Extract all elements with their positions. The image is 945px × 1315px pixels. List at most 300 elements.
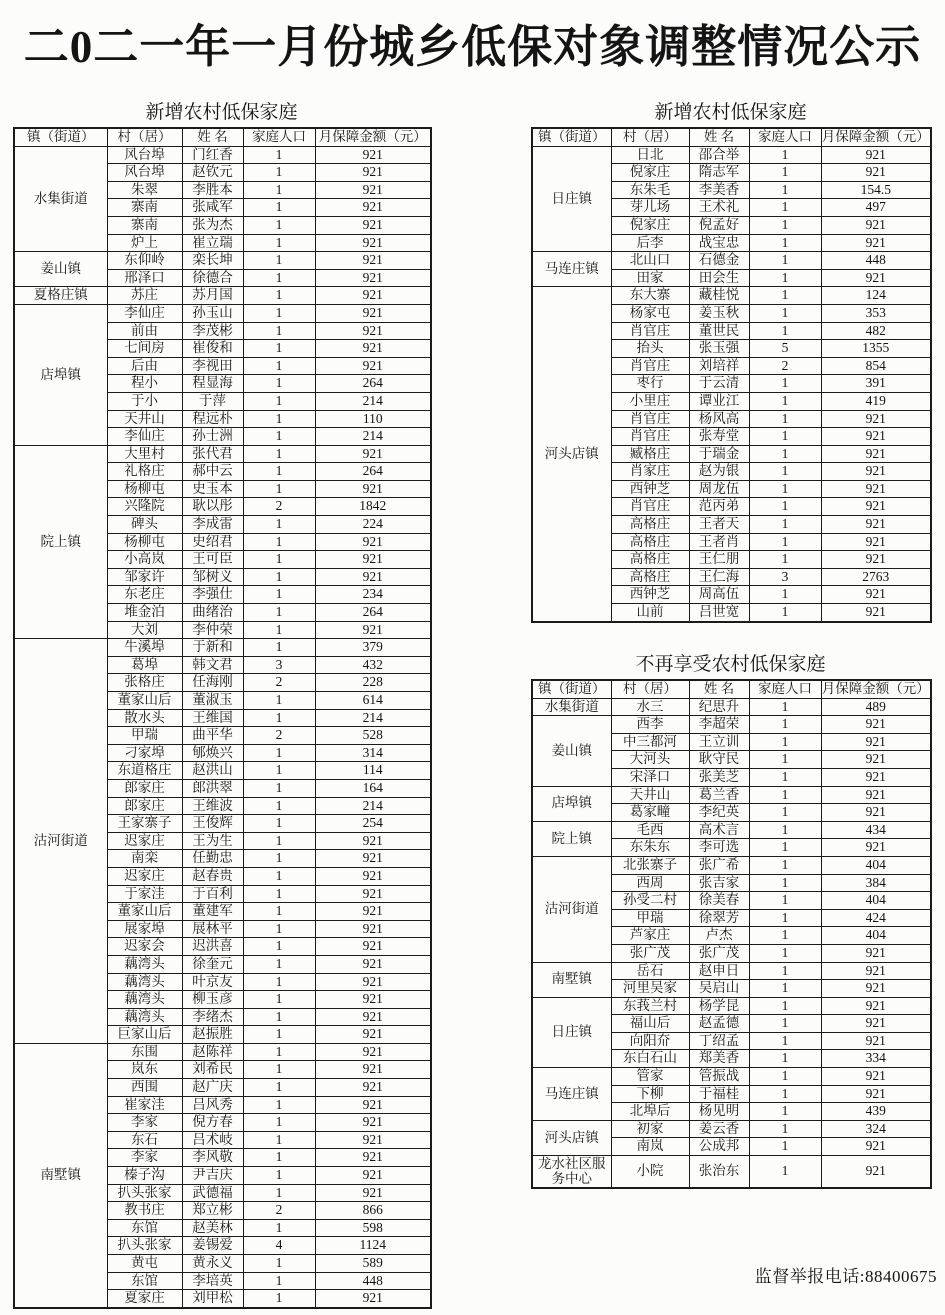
table-row [532,716,931,734]
village-cell: 李仙庄 [107,304,182,322]
name-cell: 刘甲松 [182,1290,243,1308]
amount-cell: 921 [315,1114,431,1132]
amount-cell: 404 [821,856,931,874]
village-cell: 河里吴家 [611,980,689,998]
table-title: 不再享受农村低保家庭 [635,654,826,675]
village-cell: 夏家庄 [107,1290,182,1308]
village-cell: 倪家庄 [611,164,689,182]
village-cell: 高格庄 [611,533,689,551]
household-size-cell: 1 [243,304,315,322]
village-cell: 寨南 [107,199,182,217]
name-cell: 赵振胜 [182,1026,243,1044]
amount-cell: 921 [821,944,931,962]
name-cell: 张广希 [689,856,749,874]
name-cell: 李茂彬 [182,322,243,340]
name-cell: 赵美林 [182,1219,243,1237]
amount-cell: 1355 [821,340,931,358]
household-size-cell: 1 [749,944,821,962]
amount-cell: 921 [821,1156,931,1189]
household-size-cell: 1 [749,1032,821,1050]
village-cell: 教书庄 [107,1202,182,1220]
table-row [14,252,431,270]
amount-cell: 921 [315,938,431,956]
village-cell: 东老庄 [107,586,182,604]
village-cell: 甲瑞 [611,909,689,927]
amount-cell: 424 [821,909,931,927]
column-header: 月保障金额（元） [315,128,431,146]
name-cell: 王立训 [689,733,749,751]
name-cell: 李美香 [689,181,749,199]
table-row [14,146,431,164]
name-cell: 赵孟德 [689,1015,749,1033]
table-host [13,127,430,1309]
village-cell: 倪家庄 [611,216,689,234]
amount-cell: 921 [821,962,931,980]
amount-cell: 114 [315,762,431,780]
household-size-cell: 1 [243,762,315,780]
amount-cell: 921 [821,586,931,604]
household-size-cell: 1 [243,797,315,815]
household-size-cell: 1 [749,909,821,927]
household-size-cell: 1 [749,234,821,252]
name-cell: 李强仕 [182,586,243,604]
household-size-cell: 1 [749,322,821,340]
village-cell: 扒头张家 [107,1237,182,1255]
village-cell: 张广茂 [611,944,689,962]
village-cell: 藕湾头 [107,973,182,991]
name-cell: 王俊辉 [182,815,243,833]
column-header: 姓 名 [689,128,749,146]
household-size-cell: 1 [749,804,821,822]
name-cell: 耿守民 [689,751,749,769]
amount-cell: 921 [315,304,431,322]
amount-cell: 921 [821,733,931,751]
village-cell: 展家埠 [107,920,182,938]
column-header: 村（居） [611,128,689,146]
name-cell: 李成雷 [182,516,243,534]
name-cell: 崔立瑞 [182,234,243,252]
amount-cell: 921 [821,146,931,164]
household-size-cell: 1 [243,604,315,622]
table-title: 新增农村低保家庭 [654,102,807,123]
name-cell: 王仁朋 [689,551,749,569]
village-cell: 董家山后 [107,903,182,921]
village-cell: 黄屯 [107,1255,182,1273]
column-header: 家庭人口 [749,128,821,146]
amount-cell: 921 [821,428,931,446]
village-cell: 高格庄 [611,551,689,569]
household-size-cell: 1 [749,551,821,569]
name-cell: 吴启山 [689,980,749,998]
name-cell: 刘培祥 [689,357,749,375]
amount-cell: 921 [315,920,431,938]
column-header: 镇（街道） [14,128,107,146]
amount-cell: 921 [315,1043,431,1061]
column-header: 月保障金额（元） [821,680,931,698]
amount-cell: 1124 [315,1237,431,1255]
village-cell: 日北 [611,146,689,164]
household-size-cell: 1 [749,980,821,998]
household-size-cell: 1 [243,850,315,868]
village-cell: 程小 [107,375,182,393]
village-cell: 西围 [107,1079,182,1097]
amount-cell: 921 [821,445,931,463]
household-size-cell: 1 [243,1290,315,1308]
name-cell: 黄永义 [182,1255,243,1273]
amount-cell: 921 [315,1149,431,1167]
household-size-cell: 1 [243,1272,315,1290]
name-cell: 李可选 [689,839,749,857]
village-cell: 山前 [611,604,689,622]
household-size-cell: 1 [749,1156,821,1189]
household-size-cell: 1 [749,604,821,622]
amount-cell: 921 [821,216,931,234]
village-cell: 迟家庄 [107,867,182,885]
amount-cell: 921 [315,867,431,885]
amount-cell: 921 [315,181,431,199]
household-size-cell: 2 [243,674,315,692]
household-size-cell: 1 [749,445,821,463]
name-cell: 张广茂 [689,944,749,962]
household-size-cell: 1 [749,480,821,498]
household-size-cell: 1 [243,551,315,569]
household-size-cell: 1 [749,716,821,734]
town-cell: 南墅镇 [532,962,611,997]
village-cell: 东馆 [107,1219,182,1237]
household-size-cell: 2 [243,1202,315,1220]
amount-cell: 921 [315,885,431,903]
household-size-cell: 1 [749,698,821,716]
household-size-cell: 1 [243,867,315,885]
household-size-cell: 1 [749,375,821,393]
table-row [532,698,931,716]
table-row [532,856,931,874]
name-cell: 赵广庆 [182,1079,243,1097]
amount-cell: 921 [315,568,431,586]
page-title: 二0二一年一月份城乡低保对象调整情况公示 [23,22,922,72]
village-cell: 枣行 [611,375,689,393]
name-cell: 高术言 [689,821,749,839]
amount-cell: 214 [315,392,431,410]
village-cell: 甲瑞 [107,727,182,745]
amount-cell: 324 [821,1120,931,1138]
name-cell: 董世民 [689,322,749,340]
name-cell: 叶京友 [182,973,243,991]
village-cell: 小高岚 [107,551,182,569]
amount-cell: 921 [315,1061,431,1079]
table-section-new-rural-right [531,100,930,623]
amount-cell: 866 [315,1202,431,1220]
village-cell: 西钟芝 [611,586,689,604]
amount-cell: 921 [315,164,431,182]
village-cell: 藕湾头 [107,991,182,1009]
town-cell: 姜山镇 [14,252,107,287]
table-row [532,1156,931,1189]
table-row [14,304,431,322]
household-size-cell: 1 [243,938,315,956]
name-cell: 李绪杰 [182,1008,243,1026]
amount-cell: 448 [315,1272,431,1290]
name-cell: 赵钦元 [182,164,243,182]
name-cell: 战宝忠 [689,234,749,252]
table-row [532,821,931,839]
town-cell: 南墅镇 [14,1043,107,1307]
village-cell: 散水头 [107,709,182,727]
household-size-cell: 1 [243,428,315,446]
village-cell: 兴隆院 [107,498,182,516]
household-size-cell: 1 [749,856,821,874]
table-section-no-longer-eligible [531,652,930,1189]
household-size-cell: 1 [243,621,315,639]
name-cell: 张代君 [182,445,243,463]
household-size-cell: 1 [243,269,315,287]
village-cell: 大里村 [107,445,182,463]
household-size-cell: 1 [243,199,315,217]
amount-cell: 154.5 [821,181,931,199]
amount-cell: 921 [821,410,931,428]
town-cell: 院上镇 [14,445,107,639]
name-cell: 于萍 [182,392,243,410]
name-cell: 门红香 [182,146,243,164]
village-cell: 抬头 [611,340,689,358]
household-size-cell: 1 [243,287,315,305]
amount-cell: 589 [315,1255,431,1273]
name-cell: 崔俊和 [182,340,243,358]
amount-cell: 921 [821,234,931,252]
household-size-cell: 1 [243,1079,315,1097]
village-cell: 东道格庄 [107,762,182,780]
amount-cell: 921 [315,445,431,463]
name-cell: 范丙弟 [689,498,749,516]
name-cell: 王者天 [689,516,749,534]
household-size-cell: 1 [749,1015,821,1033]
household-size-cell: 1 [243,146,315,164]
name-cell: 赵申日 [689,962,749,980]
village-cell: 北张寨子 [611,856,689,874]
household-size-cell: 1 [243,1219,315,1237]
amount-cell: 921 [315,973,431,991]
village-cell: 中三都河 [611,733,689,751]
household-size-cell: 1 [749,304,821,322]
amount-cell: 224 [315,516,431,534]
name-cell: 姜玉秋 [689,304,749,322]
household-size-cell: 1 [749,252,821,270]
name-cell: 王维波 [182,797,243,815]
name-cell: 郑立彬 [182,1202,243,1220]
town-cell: 沽河街道 [532,856,611,962]
name-cell: 张吉家 [689,874,749,892]
village-cell: 西李 [611,716,689,734]
amount-cell: 921 [821,269,931,287]
town-cell: 水集街道 [532,698,611,716]
town-cell: 河头店镇 [532,1120,611,1155]
name-cell: 孙士洲 [182,428,243,446]
household-size-cell: 1 [749,892,821,910]
household-size-cell: 1 [749,839,821,857]
table-row [532,252,931,270]
table-row [532,997,931,1015]
name-cell: 田会生 [689,269,749,287]
amount-cell: 921 [315,480,431,498]
household-size-cell: 1 [749,786,821,804]
amount-cell: 921 [821,1032,931,1050]
village-cell: 东莪兰村 [611,997,689,1015]
amount-cell: 124 [821,287,931,305]
name-cell: 吕术岐 [182,1131,243,1149]
household-size-cell: 1 [243,1026,315,1044]
amount-cell: 921 [821,604,931,622]
household-size-cell: 1 [749,962,821,980]
column-header: 月保障金额（元） [821,128,931,146]
village-cell: 福山后 [611,1015,689,1033]
amount-cell: 482 [821,322,931,340]
village-cell: 后李 [611,234,689,252]
name-cell: 杨风高 [689,410,749,428]
household-size-cell: 1 [243,779,315,797]
amount-cell: 921 [821,480,931,498]
amount-cell: 528 [315,727,431,745]
household-size-cell: 1 [243,445,315,463]
column-header: 姓 名 [689,680,749,698]
household-size-cell: 1 [243,832,315,850]
name-cell: 于百利 [182,885,243,903]
amount-cell: 854 [821,357,931,375]
household-size-cell: 2 [749,357,821,375]
household-size-cell: 1 [749,498,821,516]
village-cell: 东朱毛 [611,181,689,199]
household-size-cell: 1 [749,751,821,769]
household-size-cell: 1 [749,199,821,217]
name-cell: 管振战 [689,1068,749,1086]
household-size-cell: 1 [749,269,821,287]
name-cell: 卢杰 [689,927,749,945]
name-cell: 郎洪翠 [182,779,243,797]
name-cell: 李培英 [182,1272,243,1290]
name-cell: 杨见明 [689,1103,749,1121]
amount-cell: 391 [821,375,931,393]
amount-cell: 404 [821,892,931,910]
name-cell: 苏月国 [182,287,243,305]
village-cell: 南栾 [107,850,182,868]
village-cell: 刁家埠 [107,744,182,762]
name-cell: 尹吉庆 [182,1167,243,1185]
amount-cell: 921 [315,287,431,305]
village-cell: 肖官庄 [611,428,689,446]
household-size-cell: 1 [749,997,821,1015]
household-size-cell: 1 [243,973,315,991]
amount-cell: 921 [315,991,431,1009]
name-cell: 张为杰 [182,216,243,234]
name-cell: 郝中云 [182,463,243,481]
amount-cell: 921 [821,1138,931,1156]
village-cell: 扒头张家 [107,1184,182,1202]
name-cell: 柳玉彦 [182,991,243,1009]
name-cell: 史绍君 [182,533,243,551]
town-cell: 姜山镇 [532,716,611,786]
household-size-cell: 1 [749,533,821,551]
village-cell: 肖家庄 [611,463,689,481]
name-cell: 谭业江 [689,392,749,410]
amount-cell: 598 [315,1219,431,1237]
amount-cell: 353 [821,304,931,322]
town-cell: 店埠镇 [14,304,107,445]
household-size-cell: 1 [243,1167,315,1185]
household-size-cell: 1 [243,1114,315,1132]
amount-cell: 921 [315,1167,431,1185]
name-cell: 董淑玉 [182,692,243,710]
household-size-cell: 1 [749,428,821,446]
village-cell: 东馆 [107,1272,182,1290]
village-cell: 杨柳屯 [107,480,182,498]
village-cell: 李仙庄 [107,428,182,446]
new-rural-families-left-table [13,127,432,1309]
household-size-cell: 3 [749,568,821,586]
amount-cell: 921 [821,1085,931,1103]
name-cell: 王可臣 [182,551,243,569]
town-cell: 店埠镇 [532,786,611,821]
amount-cell: 164 [315,779,431,797]
name-cell: 程远朴 [182,410,243,428]
village-cell: 宋泽口 [611,768,689,786]
name-cell: 刘希民 [182,1061,243,1079]
name-cell: 张寿堂 [689,428,749,446]
table-row [14,1043,431,1061]
village-cell: 李家 [107,1149,182,1167]
village-cell: 礼格庄 [107,463,182,481]
village-cell: 北埠后 [611,1103,689,1121]
name-cell: 倪孟好 [689,216,749,234]
amount-cell: 921 [821,164,931,182]
household-size-cell: 1 [749,874,821,892]
name-cell: 张咸军 [182,199,243,217]
village-cell: 七间房 [107,340,182,358]
new-rural-families-right-table [531,127,932,623]
name-cell: 于新和 [182,639,243,657]
table-title: 新增农村低保家庭 [145,102,298,123]
amount-cell: 921 [315,1184,431,1202]
household-size-cell: 1 [243,568,315,586]
column-header: 村（居） [611,680,689,698]
amount-cell: 921 [315,1131,431,1149]
household-size-cell: 1 [243,1131,315,1149]
name-cell: 李视田 [182,357,243,375]
household-size-cell: 1 [749,927,821,945]
household-size-cell: 1 [749,1050,821,1068]
name-cell: 李风敬 [182,1149,243,1167]
village-cell: 前由 [107,322,182,340]
amount-cell: 419 [821,392,931,410]
village-cell: 张格庄 [107,674,182,692]
town-cell: 马连庄镇 [532,1068,611,1121]
name-cell: 韩文君 [182,656,243,674]
name-cell: 赵陈祥 [182,1043,243,1061]
village-cell: 管家 [611,1068,689,1086]
amount-cell: 921 [315,199,431,217]
name-cell: 曲平华 [182,727,243,745]
village-cell: 葛埠 [107,656,182,674]
amount-cell: 384 [821,874,931,892]
name-cell: 张治东 [689,1156,749,1189]
column-header: 姓 名 [182,128,243,146]
village-cell: 朱翠 [107,181,182,199]
household-size-cell: 1 [749,1068,821,1086]
amount-cell: 921 [821,768,931,786]
village-cell: 初家 [611,1120,689,1138]
amount-cell: 921 [315,955,431,973]
village-cell: 邹家许 [107,568,182,586]
household-size-cell: 1 [749,463,821,481]
village-cell: 小院 [611,1156,689,1189]
